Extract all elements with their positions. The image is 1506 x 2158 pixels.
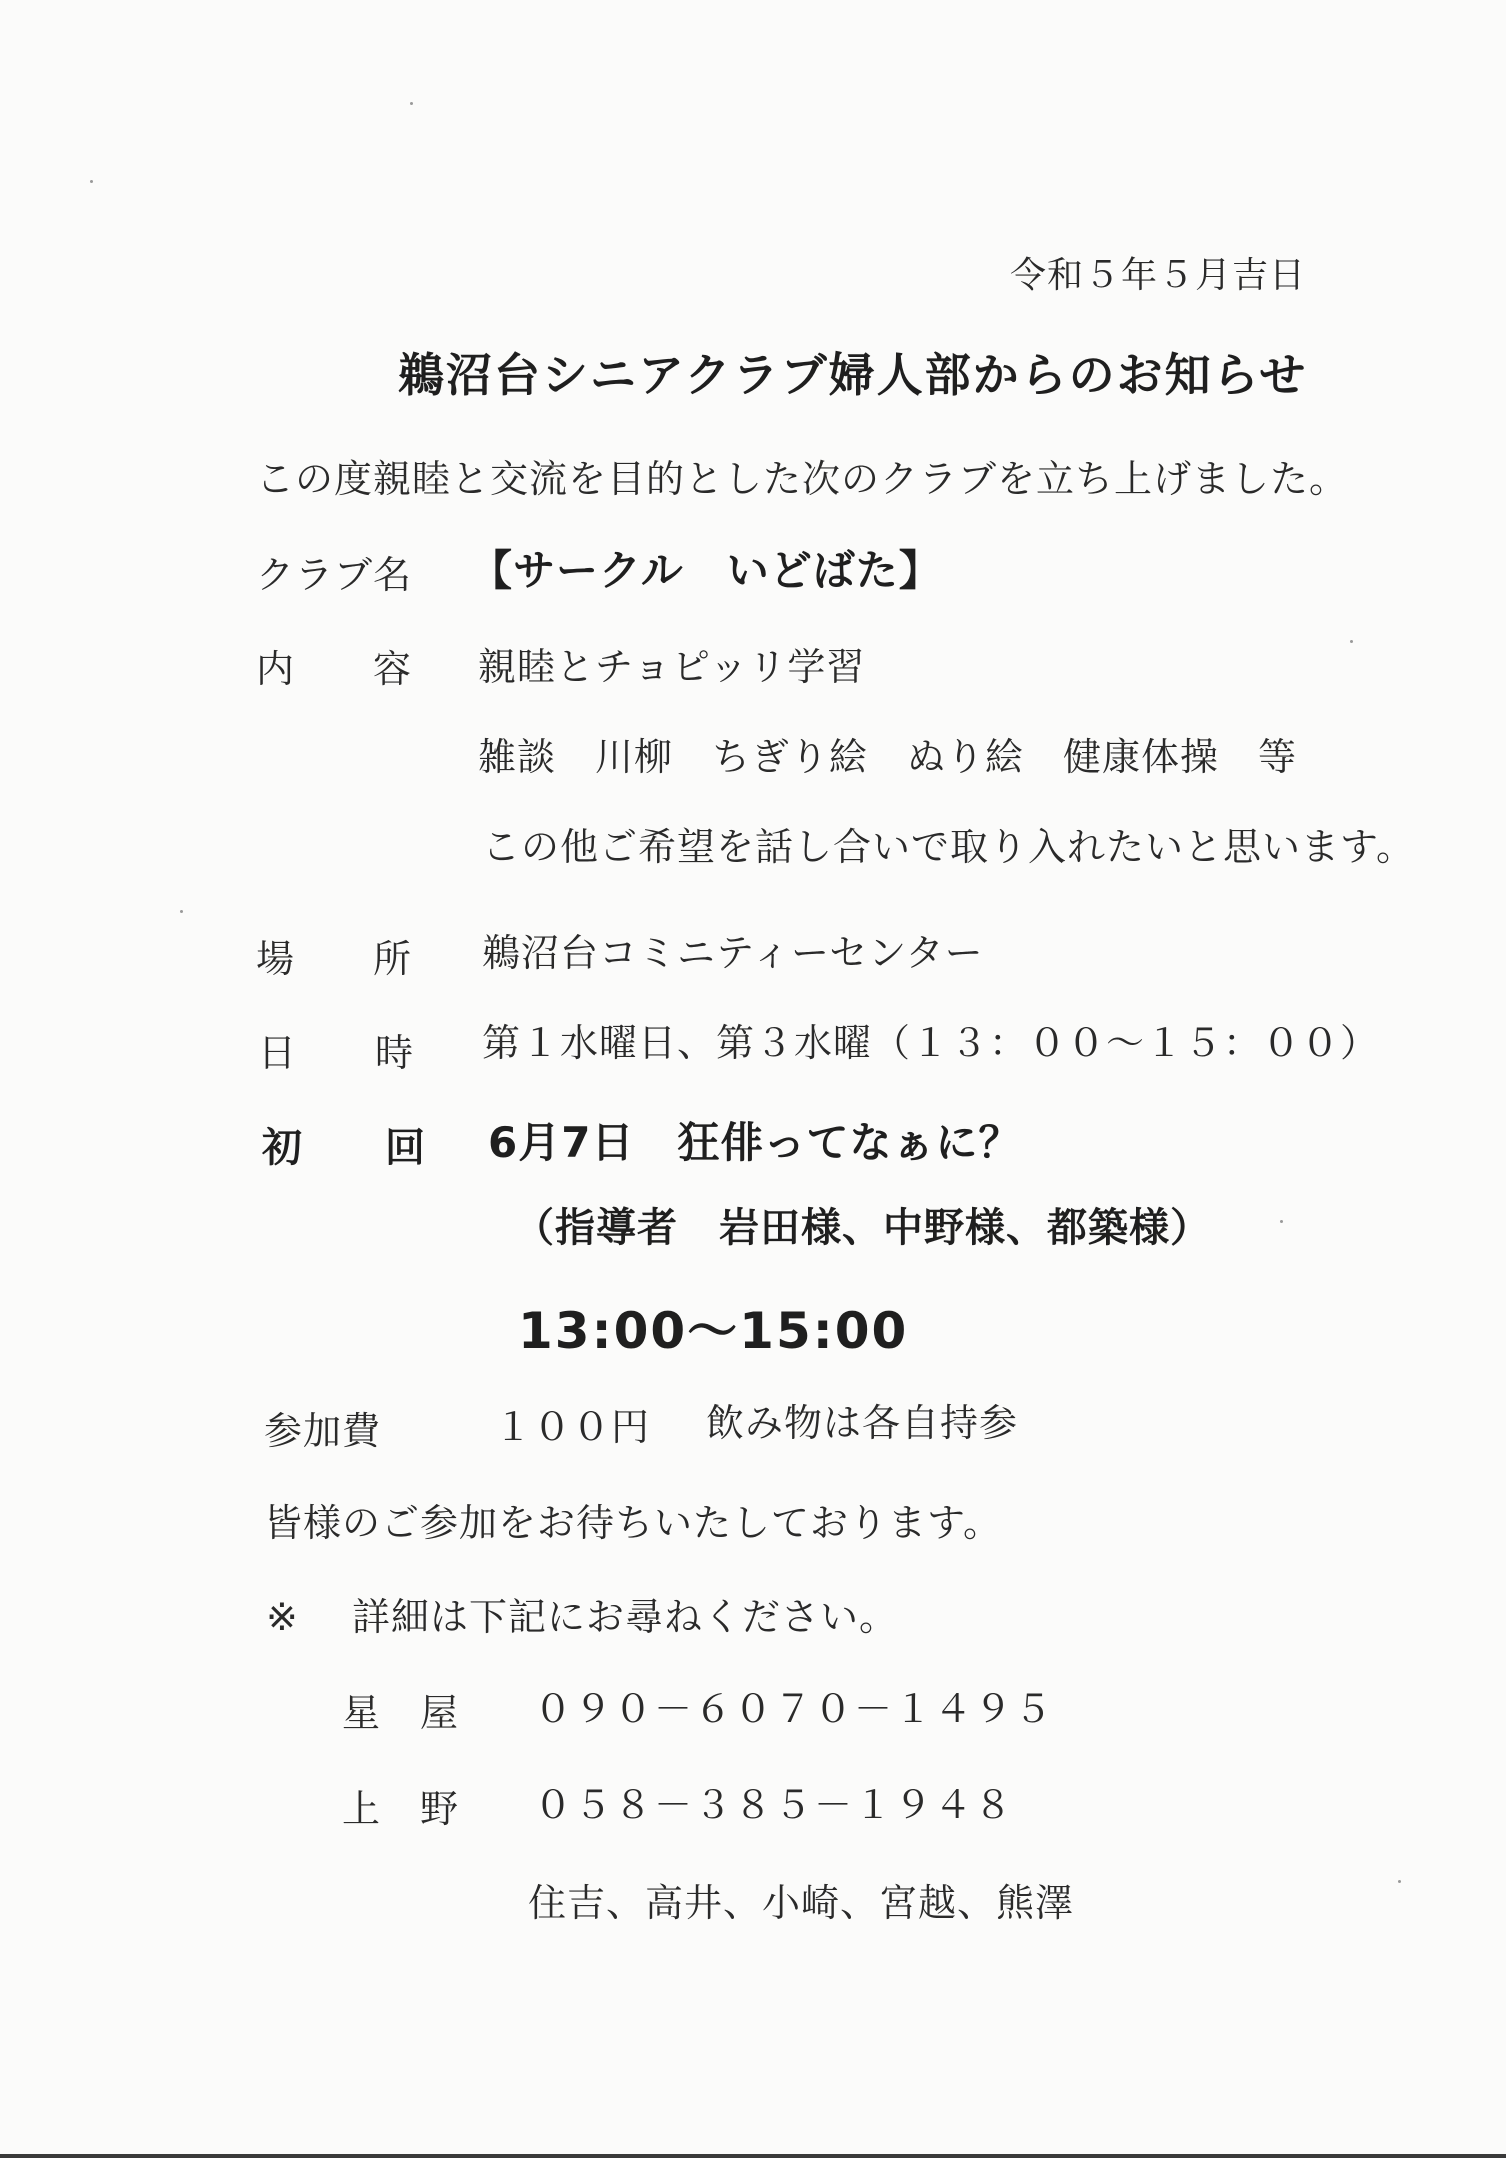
first-session-label: 初 回 — [262, 1125, 426, 1171]
content-line-3: この他ご希望を話し合いで取り入れたいと思います。 — [482, 825, 1415, 869]
first-session-title: 6月7日 狂俳ってなぁに？ — [488, 1118, 1022, 1167]
intro-text: この度親睦と交流を目的とした次のクラブを立ち上げました。 — [256, 457, 1349, 501]
scan-edge-line — [0, 2154, 1506, 2158]
content-line-2: 雑談 川柳 ちぎり絵 ぬり絵 健康体操 等 — [478, 735, 1298, 779]
contact-phone-2: ０５８－３８５－１９４８ — [534, 1783, 1015, 1827]
issue-date: 令和５年５月吉日 — [1010, 255, 1307, 296]
contact-name-1: 星 屋 — [342, 1691, 460, 1735]
scan-speckle — [410, 102, 413, 105]
datetime-value: 第１水曜日、第３水曜（１３：００～１５：００） — [482, 1021, 1380, 1065]
fee-label: 参加費 — [264, 1409, 382, 1453]
fee-note: 飲み物は各自持参 — [706, 1401, 1019, 1445]
contact-name-2: 上 野 — [342, 1787, 460, 1831]
notice-title: 鵜沼台シニアクラブ婦人部からのお知らせ — [398, 348, 1308, 402]
club-name-value: 【サークル いどばた】 — [470, 546, 942, 595]
scan-speckle — [1398, 1880, 1401, 1883]
content-label: 内 容 — [256, 647, 413, 691]
content-line-1: 親睦とチョピッリ学習 — [478, 645, 866, 689]
contact-intro: 詳細は下記にお尋ねください。 — [352, 1595, 899, 1639]
place-label: 場 所 — [256, 937, 413, 981]
first-session-time: 13:00～15:00 — [518, 1302, 909, 1360]
club-name-label: クラブ名 — [256, 553, 413, 597]
first-session-instructors: （指導者 岩田様、中野様、都築様） — [514, 1205, 1211, 1251]
reference-mark: ※ — [266, 1595, 299, 1639]
place-value: 鵜沼台コミニティーセンター — [482, 931, 984, 975]
contact-phone-1: ０９０－６０７０－１４９５ — [534, 1687, 1055, 1731]
closing-text: 皆様のご参加をお待ちいたしております。 — [264, 1501, 1002, 1545]
datetime-label: 日 時 — [258, 1031, 415, 1075]
fee-amount: １００円 — [494, 1405, 651, 1449]
committee-members: 住吉、高井、小崎、宮越、熊澤 — [528, 1881, 1075, 1925]
scan-speckle — [90, 180, 93, 183]
scan-speckle — [180, 910, 183, 913]
scan-speckle — [1350, 640, 1353, 643]
scan-speckle — [1280, 1220, 1283, 1223]
